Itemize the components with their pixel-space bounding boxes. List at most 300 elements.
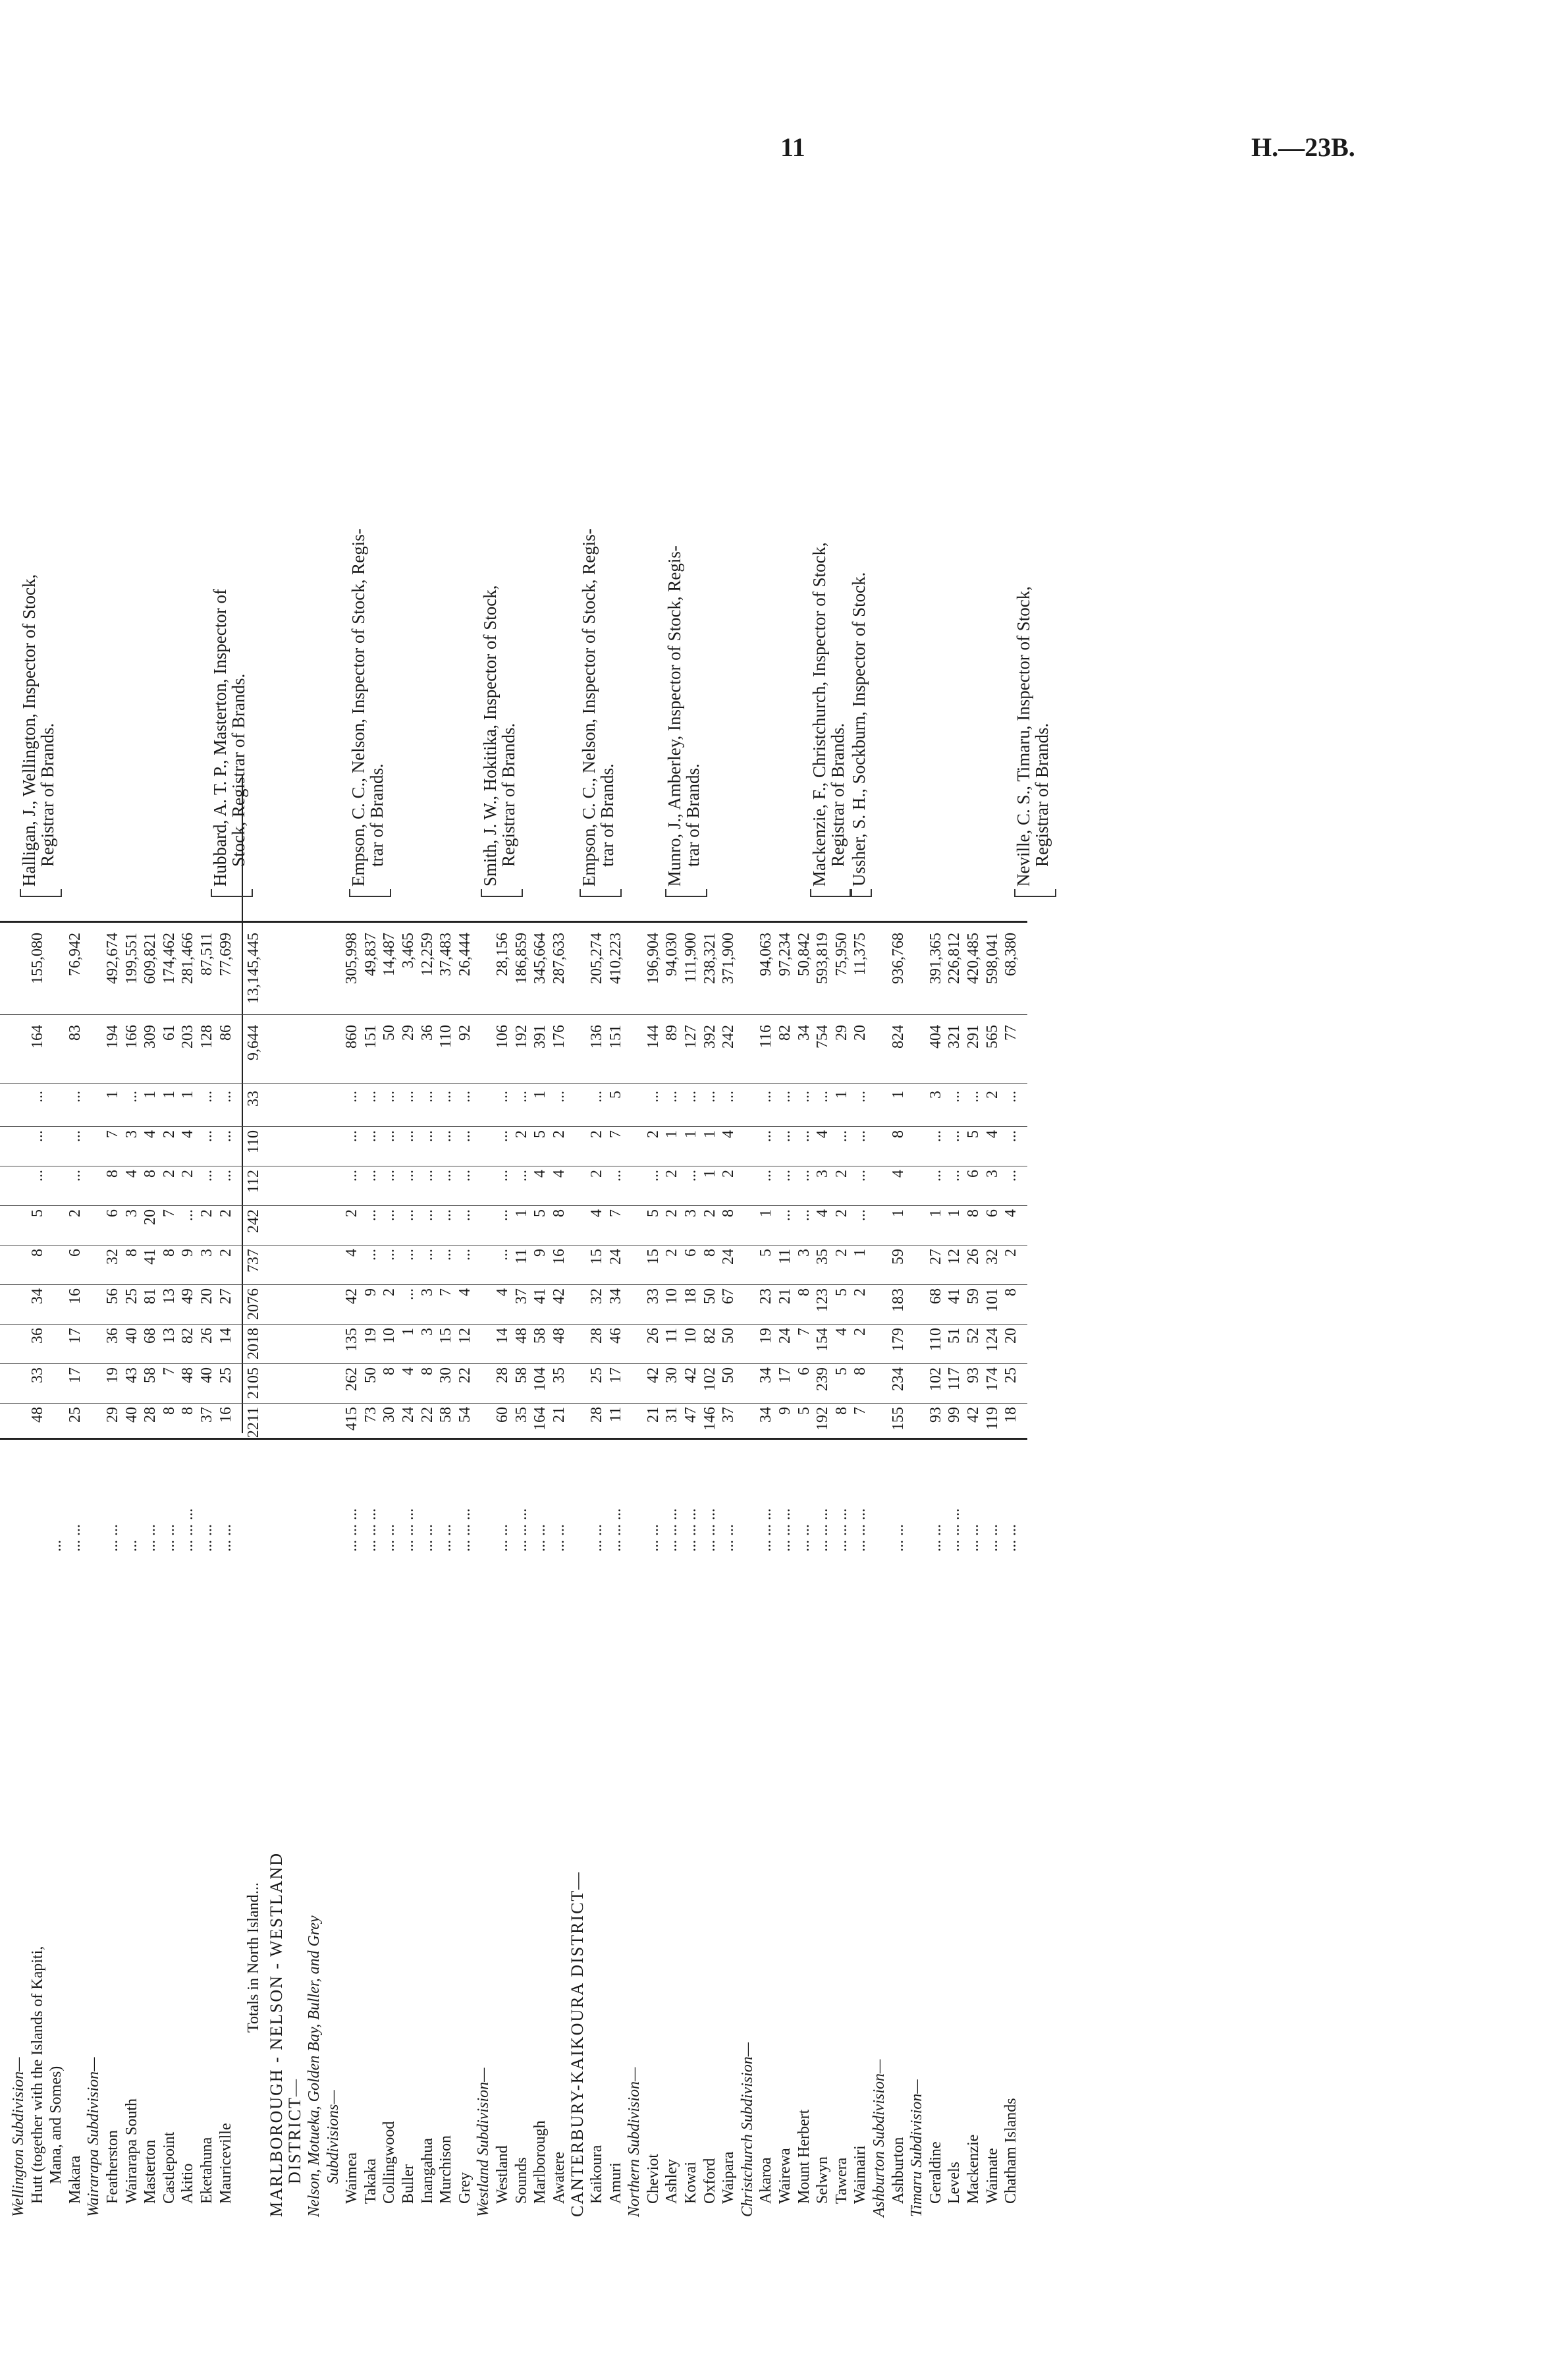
table-cell: 1 bbox=[179, 1091, 197, 1099]
table-cell: 242 bbox=[245, 1209, 263, 1233]
row-label: Buller bbox=[400, 2164, 417, 2204]
table-cell: 17 bbox=[607, 1367, 624, 1383]
table-cell: 4 bbox=[142, 1130, 159, 1138]
table-cell: 2211 bbox=[245, 1407, 263, 1438]
table-cell: 34 bbox=[757, 1407, 775, 1423]
table-cell: 2 bbox=[832, 1170, 850, 1178]
table-cell: 3 bbox=[198, 1249, 215, 1257]
row-label: Subdivisions— bbox=[324, 2090, 342, 2184]
table-cell: ... bbox=[512, 1170, 530, 1182]
table-cell: 492,674 bbox=[104, 933, 121, 984]
table-cell: 4 bbox=[456, 1288, 473, 1296]
table-cell: 2 bbox=[663, 1209, 681, 1217]
row-label: Inangahua bbox=[418, 2138, 436, 2204]
table-cell: ... bbox=[343, 1130, 361, 1142]
table-cell: 174 bbox=[983, 1367, 1001, 1391]
table-cell: 30 bbox=[663, 1367, 681, 1383]
table-cell: ... bbox=[776, 1130, 794, 1142]
table-cell: 17 bbox=[66, 1367, 84, 1383]
table-cell: 48 bbox=[179, 1367, 197, 1383]
row-label: Hutt (together with the Islands of Kapiti, bbox=[28, 1946, 46, 2204]
table-cell: ... bbox=[946, 1170, 963, 1182]
table-cell: 94,030 bbox=[663, 933, 681, 976]
table-cell: 1 bbox=[852, 1249, 869, 1257]
table-cell: 31 bbox=[663, 1407, 681, 1423]
table-cell: 27 bbox=[927, 1249, 944, 1265]
table-cell: ... bbox=[852, 1209, 869, 1221]
table-cell: ... bbox=[418, 1249, 436, 1261]
table-cell: 8 bbox=[795, 1288, 813, 1296]
table-cell: 4 bbox=[814, 1209, 832, 1217]
table-cell: 40 bbox=[198, 1367, 215, 1383]
table-cell: 9 bbox=[531, 1249, 549, 1257]
table-cell: 194 bbox=[104, 1025, 121, 1049]
table-cell: 2018 bbox=[245, 1328, 263, 1359]
table-cell: 8 bbox=[720, 1209, 738, 1217]
table-cell: ... bbox=[28, 1170, 46, 1182]
table-cell: 110 bbox=[245, 1130, 263, 1154]
row-label: Amuri bbox=[607, 2162, 624, 2204]
leader-dots: ... ... bbox=[66, 1524, 84, 1552]
table-cell: ... bbox=[965, 1091, 982, 1103]
table-cell: ... bbox=[400, 1170, 417, 1182]
table-cell: 5 bbox=[965, 1130, 982, 1138]
table-cell: 8 bbox=[160, 1249, 178, 1257]
table-cell: 4 bbox=[494, 1288, 511, 1296]
table-cell: ... bbox=[362, 1091, 379, 1103]
leader-dots: ... bbox=[47, 1540, 65, 1552]
table-cell: ... bbox=[795, 1091, 813, 1103]
table-cell: 8 bbox=[832, 1407, 850, 1415]
inspector-line: Empson, C. C., Nelson, Inspector of Stock, Regis- bbox=[348, 528, 368, 887]
table-cell: 183 bbox=[889, 1288, 907, 1312]
table-cell: 6 bbox=[104, 1209, 121, 1217]
table-cell: 392 bbox=[701, 1025, 718, 1049]
table-cell: ... bbox=[757, 1091, 775, 1103]
table-cell: 110 bbox=[437, 1025, 455, 1049]
table-cell: 21 bbox=[550, 1407, 568, 1423]
table-cell: 25 bbox=[588, 1367, 605, 1383]
table-cell: 11,375 bbox=[852, 933, 869, 976]
table-cell: 2 bbox=[663, 1249, 681, 1257]
leader-dots: ... ... ... bbox=[701, 1508, 718, 1552]
table-cell: 35 bbox=[512, 1407, 530, 1423]
table-cell: 1 bbox=[701, 1170, 718, 1178]
table-cell: 8 bbox=[104, 1170, 121, 1178]
row-label: Mount Herbert bbox=[795, 2109, 813, 2204]
table-cell: 11 bbox=[512, 1249, 530, 1265]
page-number: 11 bbox=[780, 132, 805, 162]
table-cell: 11 bbox=[607, 1407, 624, 1423]
table-cell: ... bbox=[757, 1170, 775, 1182]
row-label: Ashburton Subdivision— bbox=[871, 2059, 888, 2217]
row-label: Waimate bbox=[983, 2148, 1001, 2204]
table-cell: ... bbox=[217, 1170, 234, 1182]
table-cell: 23 bbox=[757, 1288, 775, 1304]
table-cell: ... bbox=[179, 1209, 197, 1221]
table-cell: 860 bbox=[343, 1025, 361, 1049]
brace bbox=[810, 889, 852, 897]
table-cell: 24 bbox=[720, 1249, 738, 1265]
row-label: Mackenzie bbox=[965, 2134, 982, 2204]
table-cell: ... bbox=[494, 1091, 511, 1103]
table-cell: 33 bbox=[644, 1288, 662, 1304]
table-cell: ... bbox=[437, 1170, 455, 1182]
table-cell: 281,466 bbox=[179, 933, 197, 984]
table-cell: 36 bbox=[418, 1025, 436, 1041]
column-rule bbox=[0, 1403, 1027, 1404]
inspector-line: Ussher, S. H., Sockburn, Inspector of Stock. bbox=[849, 572, 869, 887]
table-cell: 82 bbox=[701, 1328, 718, 1344]
table-cell: 5 bbox=[832, 1288, 850, 1296]
table-cell: 1 bbox=[889, 1209, 907, 1217]
row-label: Murchison bbox=[437, 2135, 455, 2204]
table-cell: 59 bbox=[889, 1249, 907, 1265]
table-cell: 20 bbox=[142, 1209, 159, 1225]
table-cell: 40 bbox=[122, 1407, 140, 1423]
row-label: Westland bbox=[494, 2145, 511, 2204]
table-cell: 50 bbox=[381, 1025, 398, 1041]
table-cell: 4 bbox=[343, 1249, 361, 1257]
inspector-entry bbox=[349, 528, 386, 887]
table-cell: 2 bbox=[217, 1209, 234, 1217]
table-cell: 128 bbox=[198, 1025, 215, 1049]
row-label: Kowai bbox=[682, 2162, 699, 2204]
table-cell: 29 bbox=[400, 1025, 417, 1041]
table-cell: 4 bbox=[832, 1328, 850, 1336]
table-cell: ... bbox=[927, 1170, 944, 1182]
table-cell: 2 bbox=[852, 1288, 869, 1296]
table-cell: 321 bbox=[946, 1025, 963, 1049]
leader-dots: ... ... bbox=[644, 1524, 662, 1552]
table-cell: 242 bbox=[720, 1025, 738, 1049]
brace bbox=[1014, 889, 1056, 897]
table-cell: 21 bbox=[776, 1288, 794, 1304]
table-cell: 20 bbox=[198, 1288, 215, 1304]
leader-dots: ... ... ... bbox=[814, 1508, 832, 1552]
table-cell: 97,234 bbox=[776, 933, 794, 976]
table-cell: 2076 bbox=[245, 1288, 263, 1320]
leader-dots: ... bbox=[245, 1882, 263, 1894]
table-cell: ... bbox=[701, 1091, 718, 1103]
table-cell: 37,483 bbox=[437, 933, 455, 976]
table-cell: 598,041 bbox=[983, 933, 1001, 984]
table-cell: ... bbox=[456, 1170, 473, 1182]
table-cell: 94,063 bbox=[757, 933, 775, 976]
table-cell: 68 bbox=[927, 1288, 944, 1304]
table-cell: 26 bbox=[198, 1328, 215, 1344]
leader-dots: ... ... ... bbox=[682, 1508, 699, 1552]
brace bbox=[580, 889, 622, 897]
table-cell: 48 bbox=[28, 1407, 46, 1423]
table-cell: ... bbox=[66, 1170, 84, 1182]
table-cell: ... bbox=[852, 1091, 869, 1103]
table-cell: ... bbox=[437, 1249, 455, 1261]
table-cell: 9 bbox=[776, 1407, 794, 1415]
table-cell: 42 bbox=[343, 1288, 361, 1304]
table-cell: 30 bbox=[381, 1407, 398, 1423]
table-cell: 4 bbox=[550, 1170, 568, 1178]
row-label: Nelson, Motueka, Golden Bay, Buller, and Grey bbox=[306, 1915, 323, 2217]
row-label: Mauriceville bbox=[217, 2123, 234, 2204]
table-cell: 4 bbox=[588, 1209, 605, 1217]
table-cell: 24 bbox=[400, 1407, 417, 1423]
table-cell: ... bbox=[682, 1170, 699, 1182]
table-cell: 117 bbox=[946, 1367, 963, 1391]
table-cell: 9,644 bbox=[245, 1025, 263, 1060]
leader-dots: ... ... bbox=[588, 1524, 605, 1552]
table-cell: 18 bbox=[682, 1288, 699, 1304]
table-cell: 1 bbox=[927, 1209, 944, 1217]
table-cell: 46 bbox=[607, 1328, 624, 1344]
leader-dots: ... ... ... bbox=[607, 1508, 624, 1552]
table-cell: 20 bbox=[1002, 1328, 1020, 1344]
leader-dots: ... ... bbox=[531, 1524, 549, 1552]
leader-dots: ... ... ... bbox=[400, 1508, 417, 1552]
row-label: Awatere bbox=[550, 2151, 568, 2204]
leader-dots: ... ... ... bbox=[512, 1508, 530, 1552]
table-cell: 48 bbox=[550, 1328, 568, 1344]
row-label: Christchurch Subdivision— bbox=[738, 2042, 756, 2217]
table-cell: 238,321 bbox=[701, 933, 718, 984]
leader-dots: ... ... bbox=[1002, 1524, 1020, 1552]
leader-dots: ... ... bbox=[965, 1524, 982, 1552]
table-cell: 14,487 bbox=[381, 933, 398, 976]
table-cell: 371,900 bbox=[720, 933, 738, 984]
brace bbox=[20, 889, 62, 897]
table-cell: 345,664 bbox=[531, 933, 549, 984]
table-cell: 2 bbox=[343, 1209, 361, 1217]
table-cell: 15 bbox=[437, 1328, 455, 1344]
table-cell: 32 bbox=[588, 1288, 605, 1304]
table-cell: ... bbox=[456, 1249, 473, 1261]
table-cell: 77 bbox=[1002, 1025, 1020, 1041]
table-cell: 2 bbox=[160, 1170, 178, 1178]
table-cell: 9 bbox=[362, 1288, 379, 1296]
table-cell: 37 bbox=[720, 1407, 738, 1423]
column-rule bbox=[0, 921, 1027, 923]
table-cell: 15 bbox=[644, 1249, 662, 1265]
table-cell: 50 bbox=[720, 1328, 738, 1344]
table-cell: ... bbox=[122, 1091, 140, 1103]
table-cell: 4 bbox=[179, 1130, 197, 1138]
column-rule bbox=[0, 1363, 1027, 1364]
table-cell: 136 bbox=[588, 1025, 605, 1049]
table-cell: 151 bbox=[362, 1025, 379, 1049]
table-cell: 176 bbox=[550, 1025, 568, 1049]
table-cell: ... bbox=[720, 1091, 738, 1103]
leader-dots: ... ... ... bbox=[663, 1508, 681, 1552]
table-cell: 2 bbox=[832, 1249, 850, 1257]
table-cell: 203 bbox=[179, 1025, 197, 1049]
table-cell: ... bbox=[28, 1130, 46, 1142]
table-cell: 19 bbox=[362, 1328, 379, 1344]
table-cell: 10 bbox=[663, 1288, 681, 1304]
table-cell: 51 bbox=[946, 1328, 963, 1344]
table-cell: 42 bbox=[550, 1288, 568, 1304]
table-cell: ... bbox=[362, 1170, 379, 1182]
row-label: Collingwood bbox=[381, 2121, 398, 2204]
row-label: Geraldine bbox=[927, 2141, 944, 2204]
table-cell: 27 bbox=[217, 1288, 234, 1304]
row-label: Eketahuna bbox=[198, 2137, 215, 2204]
row-label: Ashley bbox=[663, 2159, 681, 2204]
column-rule bbox=[0, 1284, 1027, 1285]
table-cell: 936,768 bbox=[889, 933, 907, 984]
table-cell: 110 bbox=[927, 1328, 944, 1352]
table-cell: 3 bbox=[122, 1209, 140, 1217]
table-cell: 50 bbox=[362, 1367, 379, 1383]
table-cell: 8 bbox=[550, 1209, 568, 1217]
table-cell: 6 bbox=[983, 1209, 1001, 1217]
table-cell: 305,998 bbox=[343, 933, 361, 984]
table-cell: 8 bbox=[418, 1367, 436, 1375]
table-cell: ... bbox=[776, 1170, 794, 1182]
table-cell: 8 bbox=[381, 1367, 398, 1375]
table-cell: 4 bbox=[531, 1170, 549, 1178]
table-cell: 754 bbox=[814, 1025, 832, 1049]
table-cell: 174,462 bbox=[160, 933, 178, 984]
table-cell: 4 bbox=[1002, 1209, 1020, 1217]
table-cell: ... bbox=[400, 1091, 417, 1103]
table-cell: 24 bbox=[776, 1328, 794, 1344]
table-cell: 5 bbox=[795, 1407, 813, 1415]
table-cell: 16 bbox=[66, 1288, 84, 1304]
table-cell: 7 bbox=[795, 1328, 813, 1336]
table-cell: 1 bbox=[757, 1209, 775, 1217]
table-cell: 8 bbox=[142, 1170, 159, 1178]
table-cell: 13 bbox=[160, 1288, 178, 1304]
table-cell: 2 bbox=[644, 1130, 662, 1138]
table-cell: 291 bbox=[965, 1025, 982, 1049]
table-cell: 73 bbox=[362, 1407, 379, 1423]
table-cell: 47 bbox=[682, 1407, 699, 1423]
table-cell: 32 bbox=[983, 1249, 1001, 1265]
leader-dots: ... ... ... bbox=[852, 1508, 869, 1552]
column-rule bbox=[0, 1014, 1027, 1015]
table-cell: 25 bbox=[122, 1288, 140, 1304]
inspector-line: Registrar of Brands. bbox=[499, 723, 518, 867]
table-cell: 25 bbox=[1002, 1367, 1020, 1383]
inspector-line: Halligan, J., Wellington, Inspector of Stock, bbox=[19, 574, 39, 887]
table-cell: 10 bbox=[381, 1328, 398, 1344]
table-cell: 6 bbox=[66, 1249, 84, 1257]
row-label: Waipara bbox=[720, 2151, 738, 2204]
leader-dots: ... ... bbox=[142, 1524, 159, 1552]
table-cell: 226,812 bbox=[946, 933, 963, 984]
row-label: Wellington Subdivision— bbox=[10, 2057, 27, 2217]
table-cell: 127 bbox=[682, 1025, 699, 1049]
table-cell: ... bbox=[852, 1130, 869, 1142]
table-cell: 2 bbox=[550, 1130, 568, 1138]
table-cell: ... bbox=[66, 1130, 84, 1142]
table-cell: 199,551 bbox=[122, 933, 140, 984]
inspector-entry bbox=[481, 586, 518, 887]
table-cell: 1 bbox=[160, 1091, 178, 1099]
table-cell: 391,365 bbox=[927, 933, 944, 984]
table-cell: 7 bbox=[607, 1130, 624, 1138]
table-cell: 25 bbox=[66, 1407, 84, 1423]
table-cell: 135 bbox=[343, 1328, 361, 1352]
row-label: Wairarapa South bbox=[122, 2098, 140, 2204]
table-cell: 14 bbox=[217, 1328, 234, 1344]
table-cell: 5 bbox=[531, 1209, 549, 1217]
column-rule bbox=[0, 1438, 1027, 1440]
inspector-entry bbox=[20, 574, 57, 887]
row-label: Oxford bbox=[701, 2158, 718, 2204]
row-label: Kaikoura bbox=[588, 2145, 605, 2204]
table-cell: 234 bbox=[889, 1367, 907, 1391]
table-cell: ... bbox=[437, 1130, 455, 1142]
table-cell: 37 bbox=[198, 1407, 215, 1423]
table-cell: 179 bbox=[889, 1328, 907, 1352]
leader-dots: ... ... ... bbox=[946, 1508, 963, 1552]
table-cell: 60 bbox=[494, 1407, 511, 1423]
brace bbox=[349, 889, 391, 897]
table-cell: ... bbox=[343, 1091, 361, 1103]
row-label: Chatham Islands bbox=[1002, 2098, 1020, 2204]
table-cell: 2 bbox=[720, 1170, 738, 1178]
table-cell: 8 bbox=[122, 1249, 140, 1257]
table-cell: ... bbox=[795, 1209, 813, 1221]
inspector-line: Registrar of Brands. bbox=[38, 723, 57, 867]
table-cell: 2 bbox=[701, 1209, 718, 1217]
table-cell: 262 bbox=[343, 1367, 361, 1391]
table-cell: 19 bbox=[104, 1367, 121, 1383]
table-cell: ... bbox=[644, 1091, 662, 1103]
table-cell: 30 bbox=[437, 1367, 455, 1383]
column-rule bbox=[0, 1126, 1027, 1127]
table-cell: 75,950 bbox=[832, 933, 850, 976]
table-cell: 287,633 bbox=[550, 933, 568, 984]
table-cell: 565 bbox=[983, 1025, 1001, 1049]
row-label: Mana, and Somes) bbox=[47, 2066, 65, 2184]
table-cell: 196,904 bbox=[644, 933, 662, 984]
table-cell: 50 bbox=[701, 1288, 718, 1304]
row-label: Timaru Subdivision— bbox=[908, 2079, 926, 2217]
table-cell: ... bbox=[456, 1209, 473, 1221]
table-cell: 10 bbox=[682, 1328, 699, 1344]
table-cell: 6 bbox=[795, 1367, 813, 1375]
table-cell: 2 bbox=[663, 1170, 681, 1178]
table-cell: 29 bbox=[104, 1407, 121, 1423]
table-cell: 86 bbox=[217, 1025, 234, 1041]
table-cell: ... bbox=[494, 1249, 511, 1261]
table-cell: 13 bbox=[160, 1328, 178, 1344]
table-cell: 1 bbox=[400, 1328, 417, 1336]
leader-dots: ... ... bbox=[494, 1524, 511, 1552]
table-cell: ... bbox=[946, 1130, 963, 1142]
table-cell: 34 bbox=[795, 1025, 813, 1041]
table-cell: ... bbox=[550, 1091, 568, 1103]
table-cell: 124 bbox=[983, 1328, 1001, 1352]
table-cell: ... bbox=[381, 1209, 398, 1221]
leader-dots: ... ... bbox=[160, 1524, 178, 1552]
row-label: Wairewa bbox=[776, 2148, 794, 2204]
inspector-entry bbox=[1014, 586, 1051, 887]
table-cell: 1 bbox=[832, 1091, 850, 1099]
table-cell: ... bbox=[381, 1091, 398, 1103]
table-cell: ... bbox=[814, 1091, 832, 1103]
table-cell: 15 bbox=[588, 1249, 605, 1265]
table-cell: ... bbox=[381, 1130, 398, 1142]
column-rule bbox=[0, 1324, 1027, 1325]
table-cell: 11 bbox=[663, 1328, 681, 1344]
row-label: Tawera bbox=[832, 2157, 850, 2204]
table-cell: ... bbox=[400, 1288, 417, 1300]
table-cell: 186,859 bbox=[512, 933, 530, 984]
table-cell: 16 bbox=[217, 1407, 234, 1423]
